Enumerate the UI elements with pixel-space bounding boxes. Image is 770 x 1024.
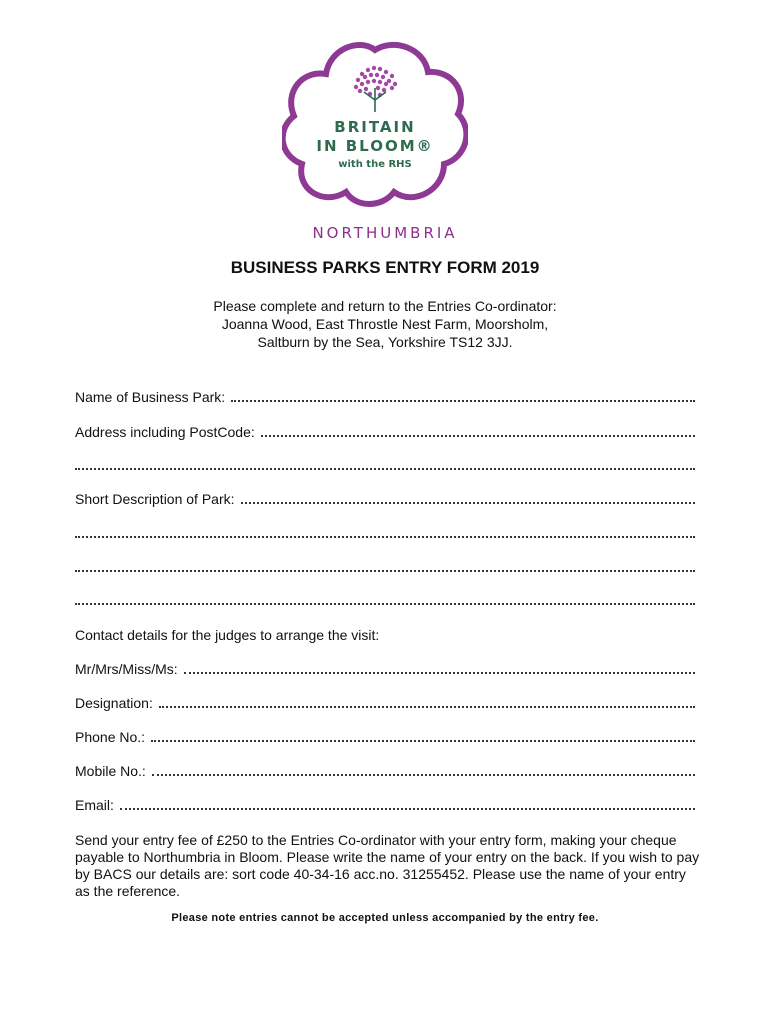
- designation-label: Designation:: [75, 695, 153, 711]
- phone-field: [75, 729, 695, 745]
- description-label: Short Description of Park:: [75, 491, 235, 507]
- mobile-label: Mobile No.:: [75, 763, 146, 779]
- address-input[interactable]: [261, 424, 695, 437]
- region-name: NORTHUMBRIA: [312, 224, 458, 242]
- email-input[interactable]: [120, 797, 695, 810]
- intro-line-3: Saltburn by the Sea, Yorkshire TS12 3JJ.: [257, 334, 513, 350]
- intro-line-1: Please complete and return to the Entries Co-ordinator:: [213, 298, 557, 314]
- logo-title-line1: BRITAIN: [334, 118, 416, 136]
- entry-fee-note: Please note entries cannot be accepted unless accompanied by the entry fee.: [171, 912, 599, 924]
- email-label: Email:: [75, 797, 114, 813]
- business-park-field: [75, 389, 695, 405]
- phone-input[interactable]: [151, 729, 695, 742]
- mobile-input[interactable]: [152, 763, 695, 776]
- description-field: [75, 491, 695, 507]
- description-input-line-3[interactable]: [75, 568, 695, 572]
- business-park-label: Name of Business Park:: [75, 389, 226, 405]
- description-input-line-2[interactable]: [75, 534, 695, 538]
- title-name-field: [75, 661, 695, 677]
- phone-label: Phone No.:: [75, 729, 146, 745]
- address-label: Address including PostCode:: [75, 424, 255, 440]
- mobile-field: [75, 763, 695, 779]
- title-name-label: Mr/Mrs/Miss/Ms:: [75, 661, 178, 677]
- designation-input[interactable]: [159, 695, 695, 708]
- form-title: BUSINESS PARKS ENTRY FORM 2019: [230, 258, 540, 277]
- description-input-line-4[interactable]: [75, 601, 695, 605]
- intro-line-2: Joanna Wood, East Throstle Nest Farm, Moorsholm,: [221, 316, 549, 332]
- title-name-input[interactable]: [184, 661, 695, 674]
- payment-instructions: Send your entry fee of £250 to the Entries Co-ordinator with your entry form, making your cheque payable to Northumbria in Bloom. Please write the name of your entry on the back. If you wish to pay by BACS our details are: sort code 40-34-16 acc.no. 31255452. Please use the name of your entry as the reference.: [75, 832, 700, 899]
- address-input-line-2[interactable]: [75, 466, 695, 470]
- address-field: [75, 424, 695, 440]
- logo-title-line2: IN BLOOM®: [316, 137, 434, 155]
- business-park-input[interactable]: [231, 389, 695, 402]
- logo-subtitle: with the RHS: [338, 159, 412, 170]
- contact-heading: Contact details for the judges to arrange the visit:: [75, 627, 380, 643]
- description-input[interactable]: [241, 491, 695, 504]
- britain-in-bloom-logo: [282, 40, 468, 210]
- email-field: [75, 797, 695, 813]
- designation-field: [75, 695, 695, 711]
